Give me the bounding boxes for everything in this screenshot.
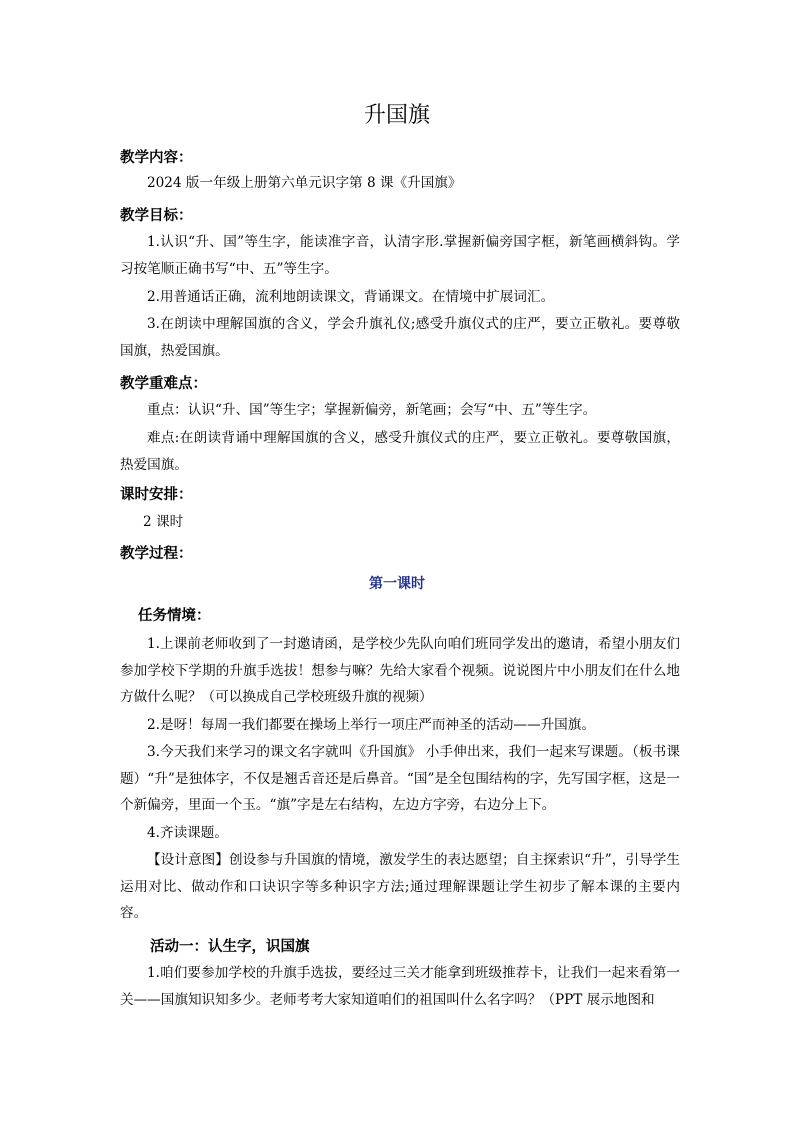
key-point: 重点：认识“升、国”等生字；掌握新偏旁，新笔画；会写“中、五”等生字。	[147, 402, 597, 418]
task-item-1: 1.上课前老师收到了一封邀请函，是学校少先队向咱们班同学发出的邀请，希望小朋友们参加学校下学期的升旗手选拔！想参与嘛？先给大家看个视频。说说图片中小朋友们在什么地方做什么呢？（可以换成自己学校班级升旗的视频）	[120, 636, 680, 705]
goal-1: 1.认识“升、国”等生字，能读准字音，认清字形.掌握新偏旁国字框，新笔画横斜钩。学习按笔顺正确书写“中、五”等生字。	[120, 234, 680, 277]
task-item-3: 3.今天我们来学习的课文名字就叫《升国旗》 小手伸出来，我们一起来写课题。（板书课题）“升”是独体字，不仅是翘舌音还是后鼻音。“国”是全包围结构的字，先写国字框，这是一个新偏旁，里面一个玉。“旗”字是左右结构，左边方字旁，右边分上下。	[120, 744, 680, 813]
goal-3: 3.在朗读中理解国旗的含义，学会升旗礼仪;感受升旗仪式的庄严，要立正敬礼。要尊敬国旗，热爱国旗。	[120, 316, 681, 359]
activity-1-heading: 活动一：认生字，识国旗	[150, 939, 310, 955]
schedule-heading: 课时安排：	[120, 487, 193, 503]
design-intent: 【设计意图】创设参与升国旗的情境，激发学生的表达愿望；自主探索识“升”，引导学生运用对比、做动作和口诀识字等多种识字方法;通过理解课题让学生初步了解本课的主要内容。	[120, 852, 680, 921]
content-text: 2024 版一年级上册第六单元识字第 8 课《升国旗》	[147, 175, 462, 191]
process-heading: 教学过程：	[120, 546, 193, 562]
goal-2: 2.用普通话正确，流利地朗读课文，背诵课文。在情境中扩展词汇。	[147, 289, 555, 305]
activity-1-text: 1.咱们要参加学校的升旗手选拔，要经过三关才能拿到班级推荐卡，让我们一起来看第一关——国旗知识知多少。老师考考大家知道咱们的祖国叫什么名字吗？（PPT 展示地图和	[120, 965, 680, 1008]
lesson-1-title: 第一课时	[369, 576, 425, 592]
difficult-point: 难点:在朗读背诵中理解国旗的含义，感受升旗仪式的庄严，要立正敬礼。要尊敬国旗，热爱国旗。	[120, 430, 680, 473]
content-heading: 教学内容：	[120, 150, 193, 166]
key-points-heading: 教学重难点：	[120, 376, 207, 392]
schedule-text: 2 课时	[143, 514, 184, 530]
task-item-4: 4.齐读课题。	[147, 825, 228, 841]
goals-heading: 教学目标：	[120, 208, 193, 224]
task-heading: 任务情境：	[138, 608, 211, 624]
page-title: 升国旗	[363, 103, 430, 128]
task-item-2: 2.是呀！每周一我们都要在操场上举行一项庄严而神圣的活动——升国旗。	[147, 717, 595, 733]
